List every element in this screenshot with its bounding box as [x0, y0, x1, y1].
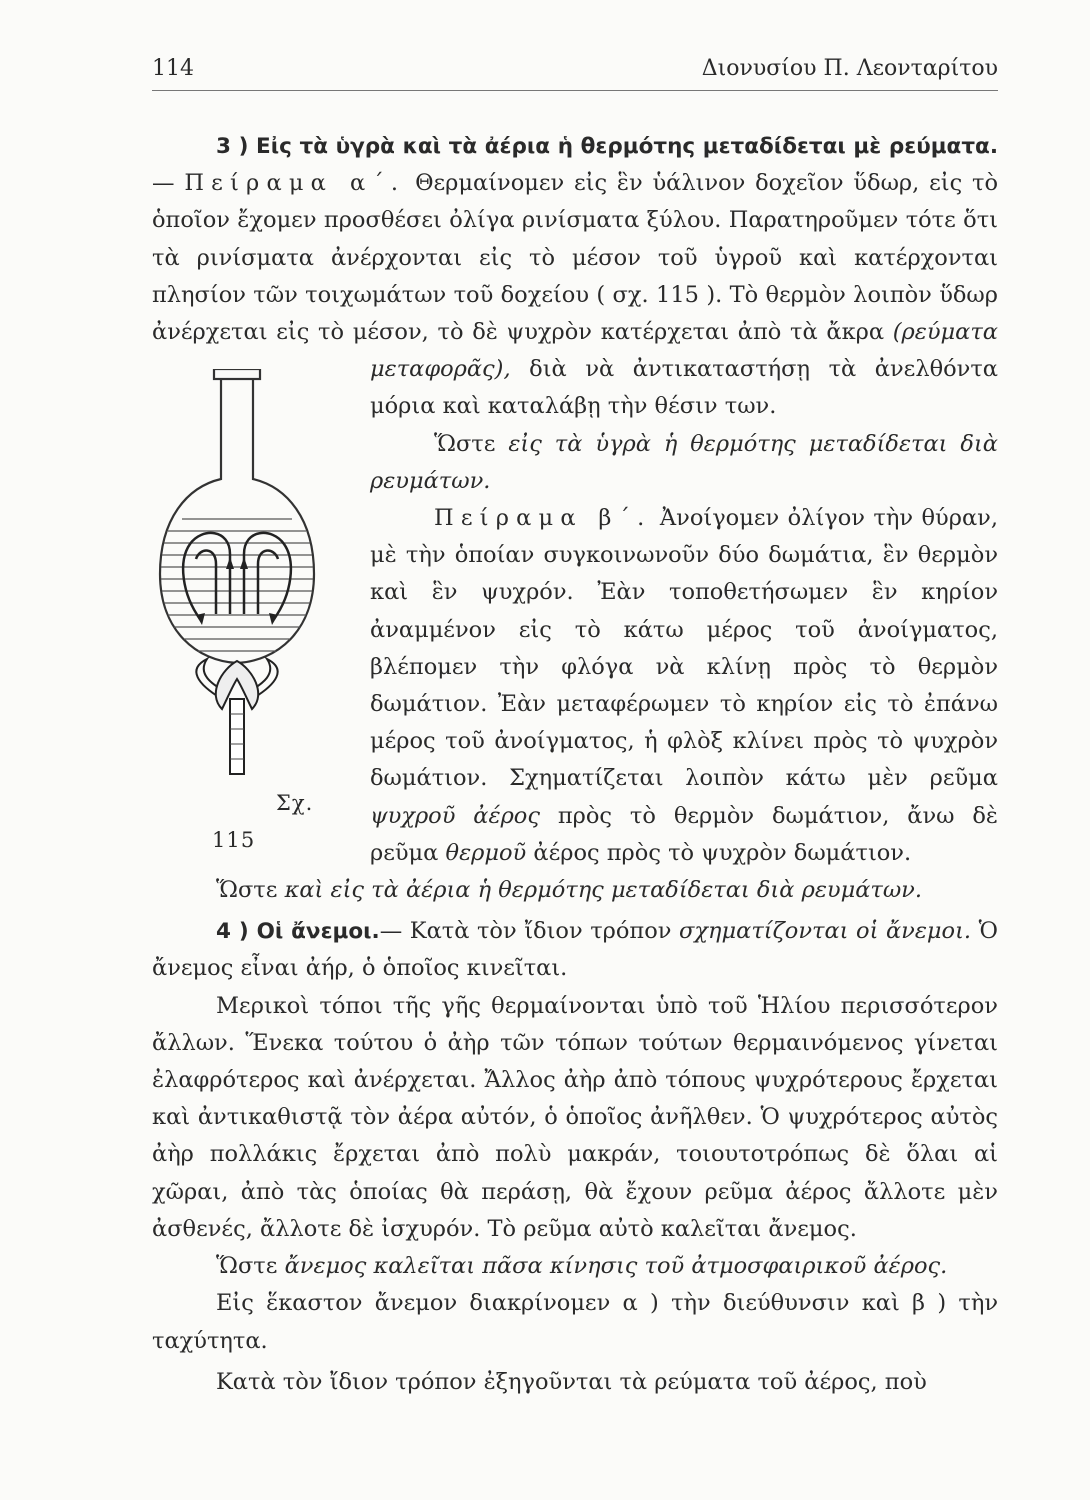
figure-caption: Σχ. 115	[212, 791, 314, 853]
section-4-heading: 4 ) Οἱ ἄνεμοι.	[216, 919, 380, 945]
italic-phrase: (ρεύματα μεταφορᾶς),	[370, 319, 998, 383]
paragraph: Ὥστε εἰς τὰ ὑγρὰ ἡ θερμότης μεταδίδεται διὰ ρευμάτων.	[370, 430, 998, 494]
paragraph: Εἰς ἕκαστον ἄνεμον διακρίνομεν α ) τὴν διεύθυνσιν καὶ β ) τὴν ταχύτητα.	[152, 1290, 998, 1354]
burner-tube	[230, 699, 244, 774]
experiment-b-label: Πείραμα β΄.	[434, 505, 652, 532]
section-3-paragraph: 3 ) Εἰς τὰ ὑγρὰ καὶ τὰ ἀέρια ἡ θερμότης μεταδίδεται μὲ ρεύματα. — Πείραμα α΄. Θερμαίνομεν εἰς ἓν ὑάλινον δοχεῖον ὕδωρ, εἰς τὸ ὁποῖον ἔχομεν προσθέσει ὀλίγα ρινίσματα ξύλου. Παρατηροῦμεν τότε ὅτι τὰ ρινίσματα ἀνέρχονται εἰς τὸ μέσον τοῦ ὑγροῦ καὶ κατέρχονται πλησίον τῶν τοιχωμάτων τοῦ δοχείου ( σχ. 115 ). Τὸ θερμὸν λοιπὸν ὕδωρ ἀνέρχεται εἰς τὸ μέσον, τὸ δὲ ψυχρὸν κατέρχεται ἀπὸ τὰ ἄκρα Σχ. 115 (ρεύματα μεταφορᾶς), διὰ νὰ ἀντικαταστήσῃ τὰ ἀνελθόντα μόρια καὶ καταλάβῃ τὴν θέσιν των.	[152, 128, 998, 426]
flask-lip	[214, 369, 260, 379]
experiment-b-paragraph: Πείραμα β΄. Ἀνοίγομεν ὀλίγον τὴν θύραν, μὲ τὴν ὁποίαν συγκοινωνοῦν δύο δωμάτια, ἓν θερμὸν καὶ ἓν ψυχρόν. Ἐὰν τοποθετήσωμεν ἓν κηρίον ἀναμμένον εἰς τὸ κάτω μέρος τοῦ ἀνοίγματος, βλέπομεν τὴν φλόγα νὰ κλίνῃ πρὸς τὸ θερμὸν δωμάτιον. Ἐὰν μεταφέρωμεν τὸ κηρίον εἰς τὸ ἐπάνω μέρος τοῦ ἀνοίγματος, ἡ φλὸξ κλίνει πρὸς τὸ ψυχρὸν δωμάτιον. Σχηματίζεται λοιπὸν κάτω μὲν ρεῦμα ψυχροῦ ἀέρος πρὸς τὸ θερμὸν δωμάτιον, ἄνω δὲ ρεῦμα θερμοῦ ἀέρος πρὸς τὸ ψυχρὸν δωμάτιον.	[370, 505, 998, 866]
paragraph: Μερικοὶ τόποι τῆς γῆς θερμαίνονται ὑπὸ τοῦ Ἡλίου περισσότερον ἄλλων. Ἕνεκα τούτου ὁ ἀὴρ τῶν τόπων τούτων θερμαινόμενος γίνεται ἐλαφρότερος καὶ ἀνέρχεται. Ἄλλος ἀὴρ ἀπὸ τόπους ψυχρότερους ἔρχεται καὶ ἀντικαθιστᾷ τὸν ἀέρα αὐτόν, ὁ ὁποῖος ἀνῆλθεν. Ὁ ψυχρότερος αὐτὸς ἀὴρ πολλάκις ἔρχεται ἀπὸ πολὺ μακράν, τοιουτοτρόπως δὲ ὅλαι αἱ χῶραι, ἀπὸ τὰς ὁποίας θὰ περάσῃ, θὰ ἔχουν ρεῦμα ἀέρος ἄλλοτε μὲν ἀσθενές, ἄλλοτε δὲ ἰσχυρόν. Τὸ ρεῦμα αὐτὸ καλεῖται ἄνεμος.	[152, 992, 998, 1242]
flask-diagram	[152, 369, 352, 789]
section-4-paragraph: 4 ) Οἱ ἄνεμοι.— Κατὰ τὸν ἴδιον τρόπον σχηματίζονται οἱ ἄνεμοι. Ὁ ἄνεμος εἶναι ἀήρ, ὁ ὁποῖος κινεῖται.	[152, 918, 998, 982]
paragraph: Ὥστε ἄνεμος καλεῖται πᾶσα κίνησις τοῦ ἀτμοσφαιρικοῦ ἀέρος.	[216, 1253, 948, 1280]
paragraph: Ὥστε καὶ εἰς τὰ ἀέρια ἡ θερμότης μεταδίδεται διὰ ρευμάτων.	[216, 877, 923, 904]
paragraph: Κατὰ τὸν ἴδιον τρόπον ἐξηγοῦνται τὰ ρεύματα τοῦ ἀέρος, ποὺ	[216, 1368, 927, 1395]
experiment-a-label: Πείραμα α΄.	[184, 170, 406, 197]
convection-current-arrows	[183, 533, 291, 619]
figure-115	[152, 351, 362, 853]
section-3-heading: 3 ) Εἰς τὰ ὑγρὰ καὶ τὰ ἀέρια ἡ θερμότης μεταδίδεται μὲ ρεύματα.	[216, 134, 998, 159]
page-body	[152, 128, 998, 1401]
page-number: 114	[152, 56, 194, 81]
running-head: Διονυσίου Π. Λεονταρίτου	[701, 56, 998, 81]
flask-body	[160, 379, 314, 663]
page-header	[152, 52, 998, 91]
